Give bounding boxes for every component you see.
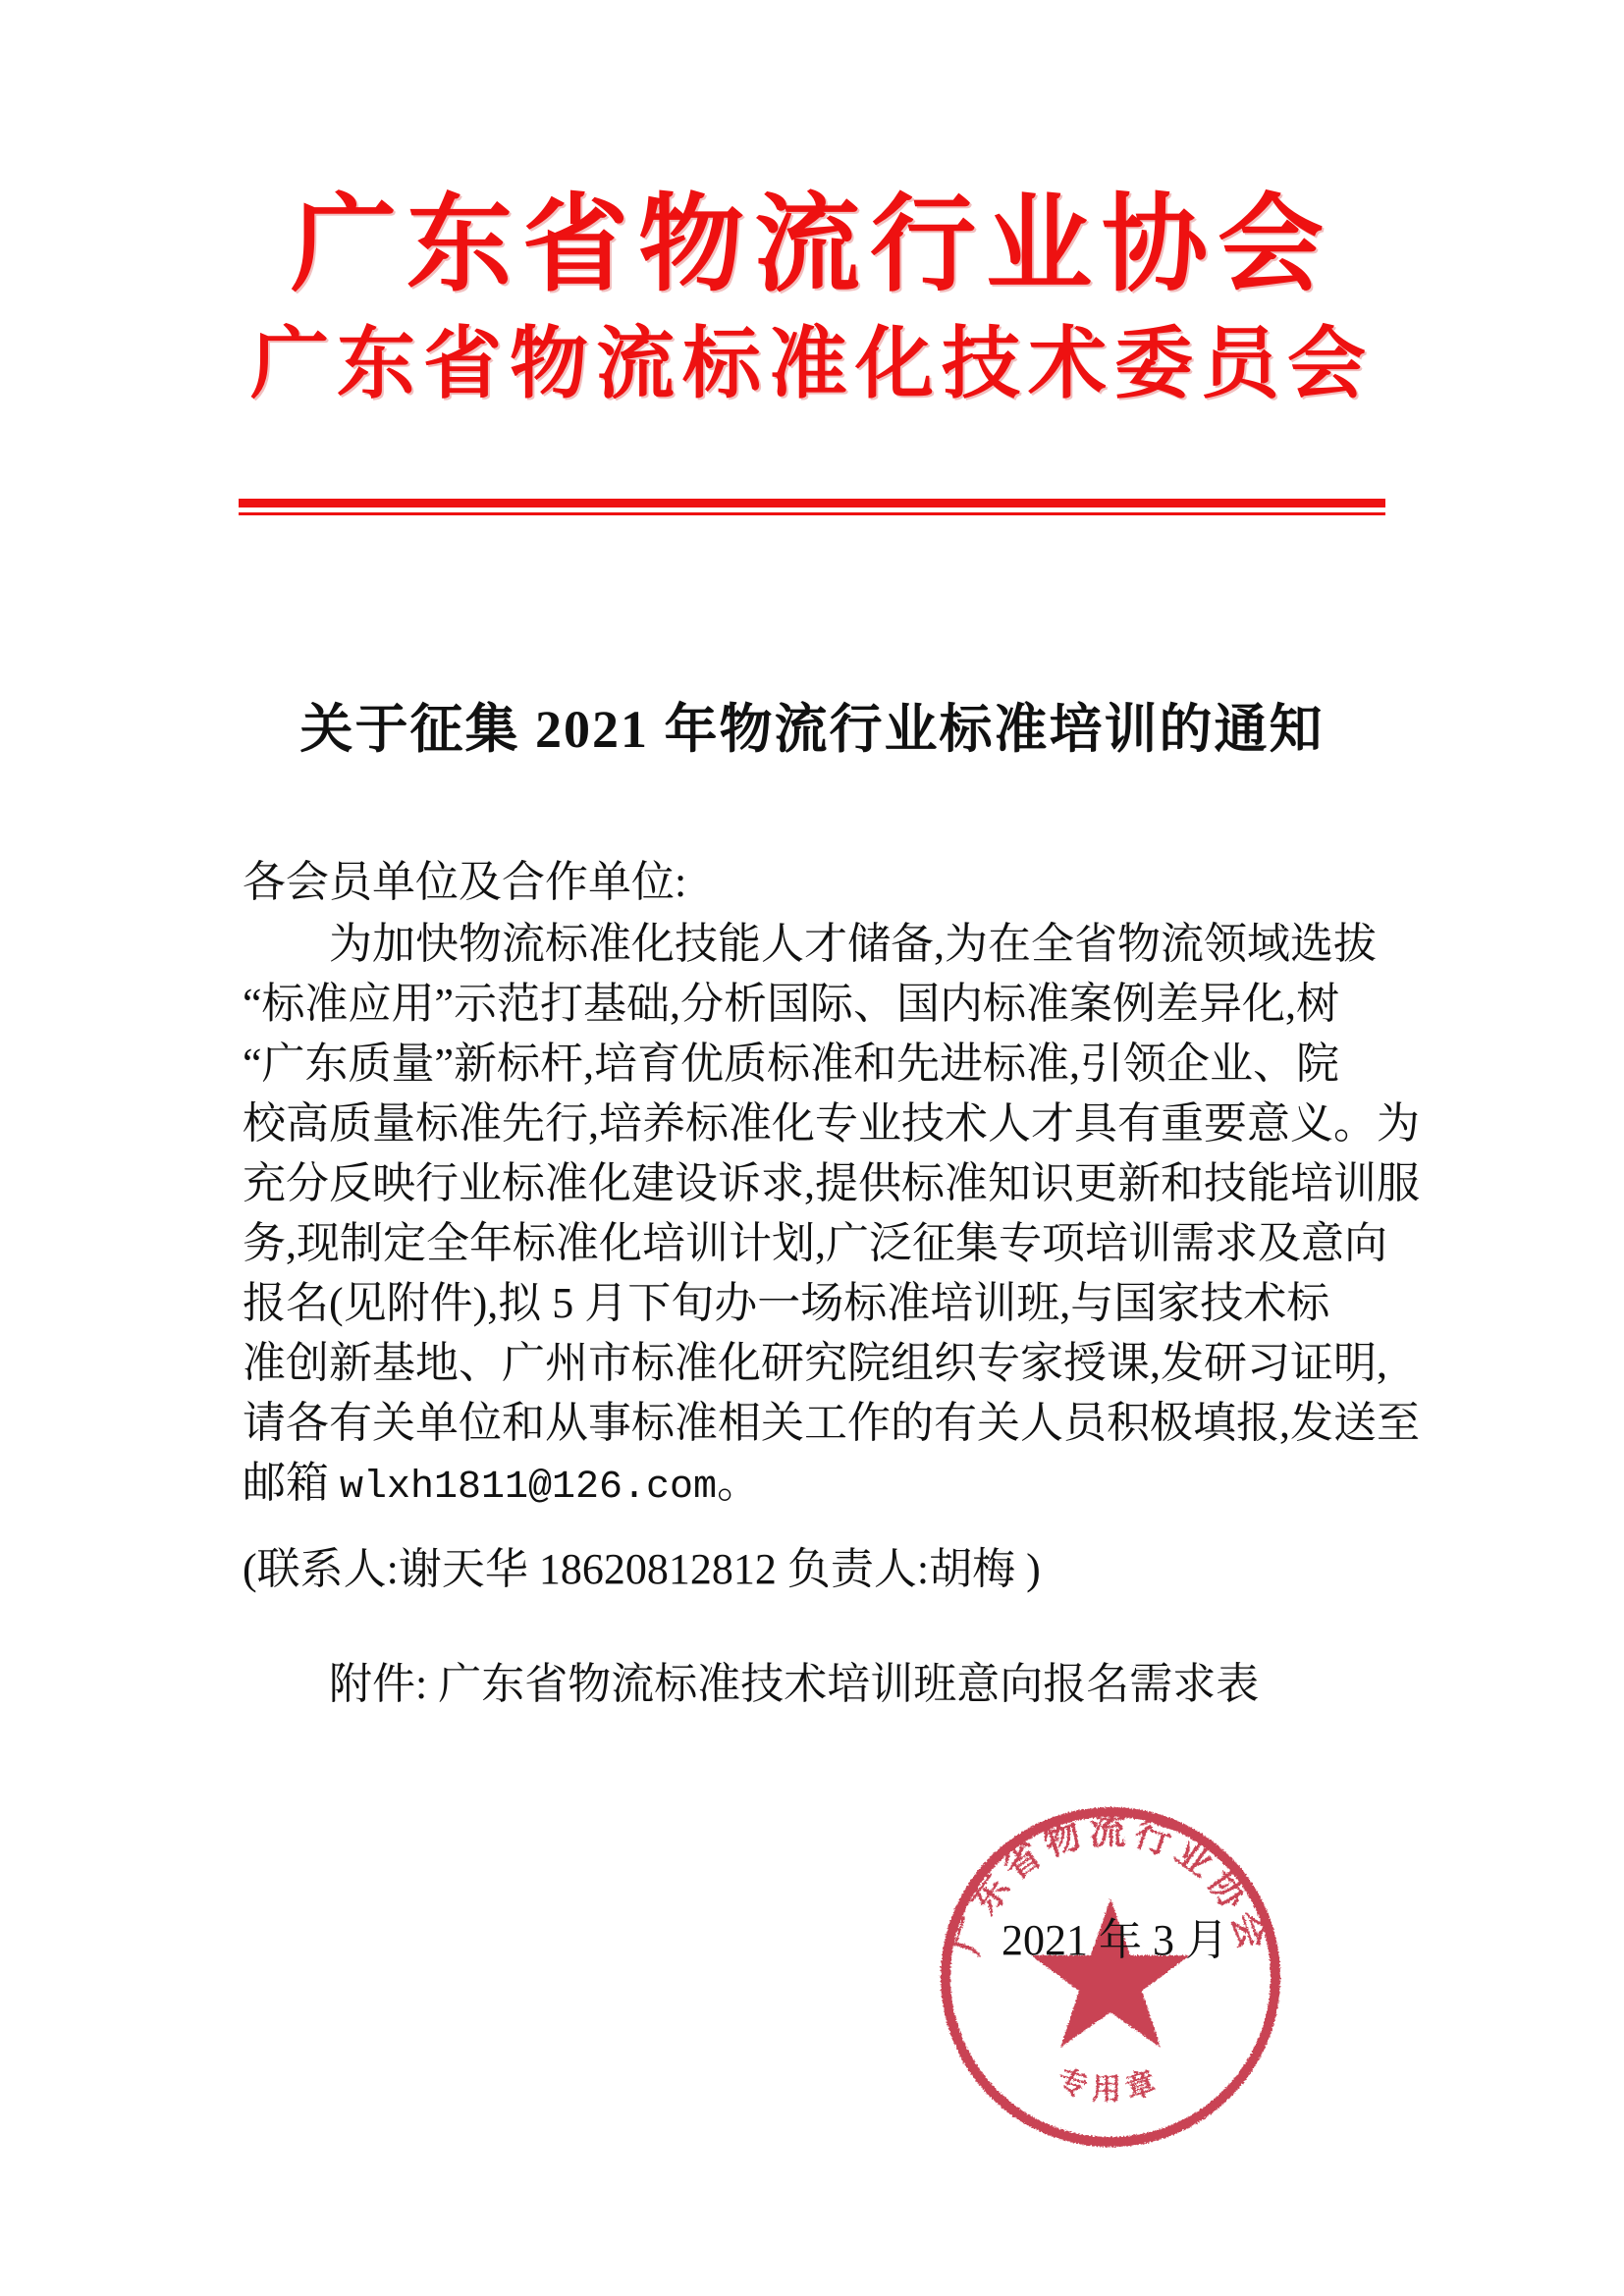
official-seal-stamp [938, 1804, 1283, 2150]
divider-thin-rule [239, 512, 1385, 515]
letterhead-divider [239, 499, 1385, 515]
body-line: 为加快物流标准化技能人才储备,为在全省物流领域选拔 [329, 920, 1377, 968]
body-line: 请各有关单位和从事标准相关工作的有关人员积极填报,发送至 [243, 1399, 1420, 1447]
body-line: 准创新基地、广州市标准化研究院组织专家授课,发研习证明, [243, 1339, 1387, 1387]
seal-arc-text-bottom: 专用章 [1053, 2062, 1168, 2108]
attachment-line: 附件: 广东省物流标准技术培训班意向报名需求表 [329, 1660, 1260, 1708]
divider-thick-rule [239, 499, 1385, 507]
letterhead [0, 184, 1624, 411]
body-line: “标准应用”示范打基础,分析国际、国内标准案例差异化,树 [243, 980, 1340, 1028]
document-title: 关于征集 2021 年物流行业标准培训的通知 [299, 700, 1325, 759]
body-line: “广东质量”新标杆,培育优质标准和先进标准,引领企业、院 [243, 1040, 1340, 1088]
letterhead-committee-name: 广东省物流标准化技术委员会 [250, 317, 1374, 409]
body-line-email [243, 1453, 1386, 1518]
contact-email: wlxh1811@126.com [340, 1466, 718, 1510]
seal-graphic [938, 1804, 1283, 2150]
body-line: 务,现制定全年标准化培训计划,广泛征集专项培训需求及意向 [243, 1219, 1387, 1267]
body-line: 校高质量标准先行,培养标准化专业技术人才具有重要意义。为 [243, 1099, 1420, 1148]
salutation: 各会员单位及合作单位: [243, 858, 687, 906]
seal-arc-text-top: 广东省物流行业协会 [945, 1810, 1276, 1960]
body-line: 报名(见附件),拟 5 月下旬办一场标准培训班,与国家技术标 [243, 1279, 1330, 1327]
document-date: 2021 年 3 月 [1001, 1916, 1228, 1964]
body-line: 充分反映行业标准化建设诉求,提供标准知识更新和技能培训服 [243, 1159, 1420, 1207]
email-label: 邮箱 [243, 1459, 340, 1507]
email-period: 。 [717, 1459, 761, 1507]
contact-person-line: (联系人:谢天华 18620812812 负责人:胡梅 ) [243, 1545, 1041, 1593]
document-body [243, 852, 1420, 1714]
letterhead-organization-name: 广东省物流行业协会 [290, 184, 1333, 306]
